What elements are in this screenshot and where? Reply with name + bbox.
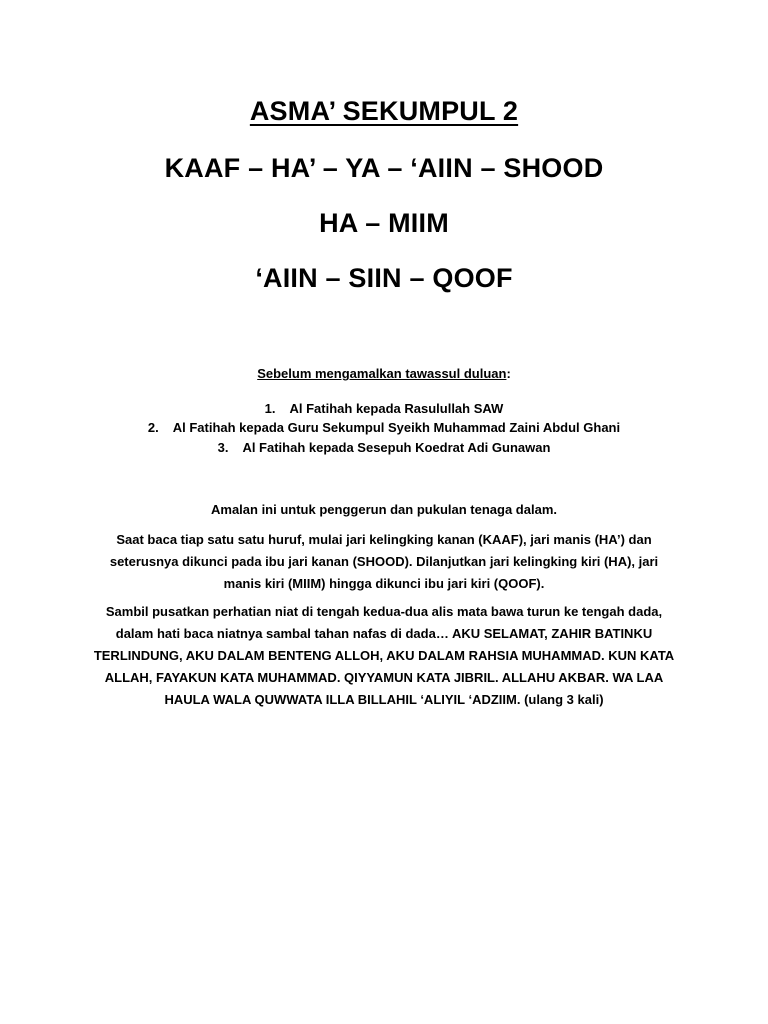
heading-line-3: ‘AIIN – SIIN – QOOF [255, 263, 513, 293]
intro-suffix: : [506, 366, 511, 381]
list-item-number: 3. [217, 440, 229, 455]
list-item-text: Al Fatihah kepada Rasulullah SAW [289, 401, 504, 416]
list-item [0, 440, 768, 455]
document-title: ASMA’ SEKUMPUL 2 [249, 96, 519, 126]
heading-line-1: KAAF – HA’ – YA – ‘AIIN – SHOOD [164, 153, 604, 183]
list-item-text: Al Fatihah kepada Guru Sekumpul Syeikh Muhammad Zaini Abdul Ghani [172, 420, 621, 435]
paragraph-1: Amalan ini untuk penggerun dan pukulan tenaga dalam. [211, 502, 557, 517]
paragraph-3-line: dalam hati baca niatnya sambal tahan nafas di dada… AKU SELAMAT, ZAHIR BATINKU [115, 626, 653, 641]
list-item-number: 2. [147, 420, 159, 435]
list-item [0, 401, 768, 416]
paragraph-2-line: seterusnya dikunci pada ibu jari kanan (SHOOD). Dilanjutkan jari kelingking kiri (HA), jari [109, 554, 659, 569]
list-item-number: 1. [264, 401, 276, 416]
paragraph-3-line: ALLAH, FAYAKUN KATA MUHAMMAD. QIYYAMUN KATA JIBRIL. ALLAHU AKBAR. WA LAA [104, 670, 664, 685]
heading-line-2: HA – MIIM [319, 208, 449, 238]
paragraph-3-line: HAULA WALA QUWWATA ILLA BILLAHIL ‘ALIYIL ‘ADZIIM. (ulang 3 kali) [164, 692, 604, 707]
intro-underlined-text: Sebelum mengamalkan tawassul duluan [257, 366, 507, 381]
paragraph-2-line: manis kiri (MIIM) hingga dikunci ibu jari kiri (QOOF). [223, 576, 545, 591]
list-item [0, 420, 768, 435]
paragraph-2-line: Saat baca tiap satu satu huruf, mulai jari kelingking kanan (KAAF), jari manis (HA’) dan [116, 532, 652, 547]
paragraph-3-line: Sambil pusatkan perhatian niat di tengah kedua-dua alis mata bawa turun ke tengah dada, [105, 604, 663, 619]
paragraph-3-line: TERLINDUNG, AKU DALAM BENTENG ALLOH, AKU DALAM RAHSIA MUHAMMAD. KUN KATA [93, 648, 675, 663]
intro-line [0, 366, 768, 381]
list-item-text: Al Fatihah kepada Sesepuh Koedrat Adi Gunawan [242, 440, 551, 455]
